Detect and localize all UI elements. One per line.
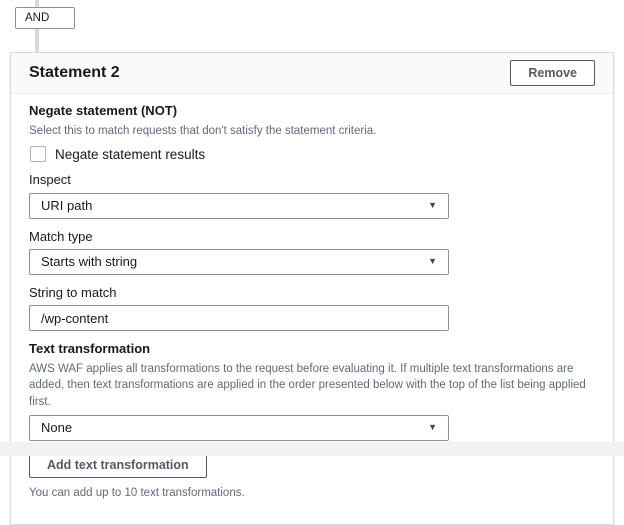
string-to-match-input[interactable] [29,305,449,331]
match-type-group [29,229,595,275]
inspect-group [29,172,595,218]
text-transformation-select-value: None [41,420,73,436]
page-background-strip [0,442,624,456]
chevron-down-icon: ▼ [428,422,437,433]
and-operator-badge [15,7,75,29]
inspect-select[interactable] [29,193,449,219]
match-type-select[interactable] [29,249,449,275]
negate-statement-label: Negate statement (NOT) [29,103,178,118]
match-type-label: Match type [29,228,93,244]
statement-panel-header [11,53,613,94]
negate-statement-group [29,103,595,162]
negate-checkbox-row[interactable] [30,146,595,162]
statement-panel-body [11,94,613,524]
negate-checkbox-label: Negate statement results [55,146,206,162]
text-transformation-label: Text transformation [29,341,151,357]
add-text-transformation-button[interactable]: Add text transformation [29,452,207,478]
string-to-match-label: String to match [29,284,117,300]
chevron-down-icon: ▼ [428,200,437,211]
inspect-select-value: URI path [41,198,93,214]
text-transformation-select[interactable] [29,415,449,441]
panel-title: Statement 2 [29,64,120,81]
text-transformation-description: AWS WAF applies all transformations to the request before evaluating it. If multiple text transformations are added, then text transformations are applied in the order presented below with the top of the list being applied first. [29,363,586,408]
inspect-label: Inspect [29,172,71,188]
and-operator-label: AND [25,12,50,24]
string-to-match-group [29,285,595,331]
negate-statement-description: Select this to match requests that don't satisfy the statement criteria. [29,125,377,138]
transformation-limit-note: You can add up to 10 text transformations. [29,486,245,499]
remove-statement-button[interactable]: Remove [510,60,595,86]
text-transformation-group [29,341,595,501]
match-type-select-value: Starts with string [41,254,138,270]
chevron-down-icon: ▼ [428,256,437,267]
negate-checkbox[interactable] [30,146,46,162]
